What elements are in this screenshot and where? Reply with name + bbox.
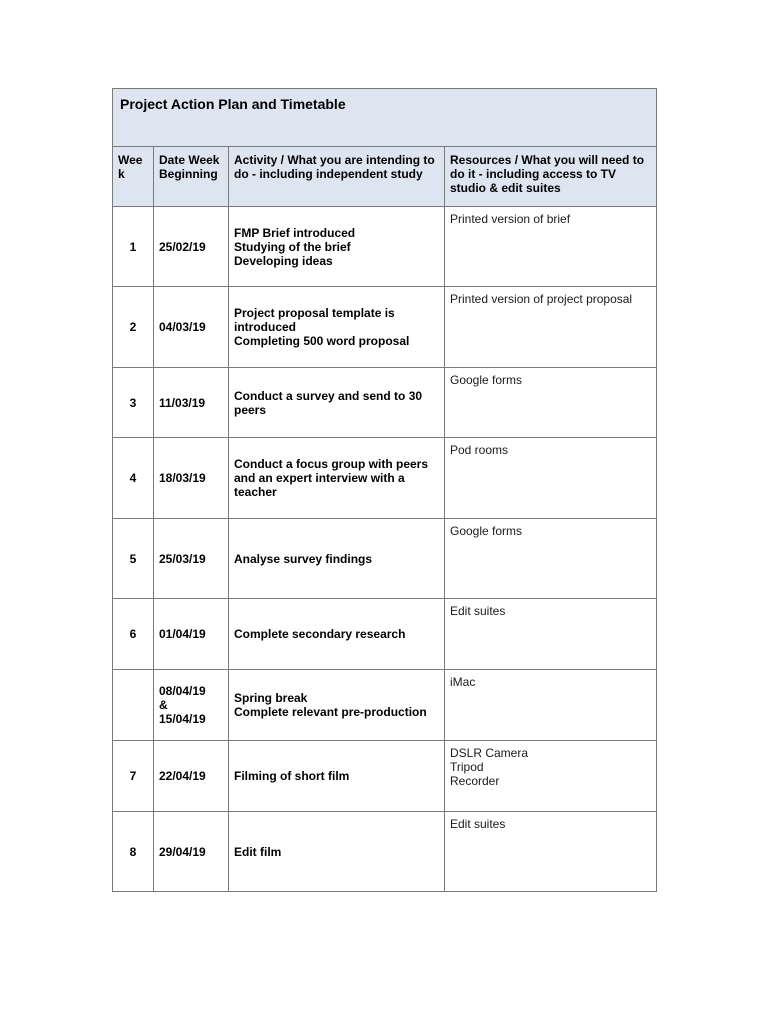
header-row: [113, 147, 657, 207]
date-cell-line: 22/04/19: [159, 769, 206, 783]
date-cell-line: 04/03/19: [159, 320, 206, 334]
date-cell-line: &: [159, 698, 168, 712]
week-cell: 2: [113, 287, 154, 368]
activity-cell-line: Conduct a focus group with peers and an expert interview with a teacher: [234, 457, 432, 499]
activity-cell: [229, 812, 445, 892]
resources-cell: [445, 438, 657, 519]
resources-cell-line: Google forms: [450, 524, 523, 538]
activity-cell-line: Project proposal template is introduced: [234, 306, 399, 334]
resources-cell-line: Edit suites: [450, 604, 506, 618]
resources-cell-line: Tripod: [450, 760, 484, 774]
date-cell-line: 15/04/19: [159, 712, 206, 726]
week-cell: 5: [113, 519, 154, 599]
action-plan-table: [112, 88, 657, 892]
table-row: [113, 741, 657, 812]
activity-cell-line: Analyse survey findings: [234, 551, 373, 566]
activity-cell-line: Completing 500 word proposal: [234, 334, 410, 348]
table-row: [113, 368, 657, 438]
activity-cell-line: Complete relevant pre-production: [234, 705, 427, 719]
activity-cell-line: Developing ideas: [234, 253, 333, 268]
table-title: Project Action Plan and Timetable: [113, 89, 657, 147]
week-cell: 1: [113, 207, 154, 287]
date-cell: [154, 207, 229, 287]
date-cell: [154, 812, 229, 892]
table-row: [113, 599, 657, 670]
date-cell: [154, 670, 229, 741]
resources-cell: [445, 741, 657, 812]
date-cell-line: 01/04/19: [159, 627, 206, 641]
activity-cell: [229, 599, 445, 670]
week-cell: 3: [113, 368, 154, 438]
activity-cell-line: Studying of the brief: [234, 239, 351, 254]
resources-cell: [445, 368, 657, 438]
resources-cell-line: DSLR Camera: [450, 746, 529, 760]
resources-cell: [445, 812, 657, 892]
date-cell-line: 08/04/19: [159, 684, 206, 698]
resources-cell: [445, 599, 657, 670]
date-cell-line: 11/03/19: [159, 395, 206, 410]
activity-cell-line: Complete secondary research: [234, 627, 406, 641]
resources-cell-line: Edit suites: [450, 817, 506, 831]
week-cell: 8: [113, 812, 154, 892]
table-row: [113, 207, 657, 287]
resources-cell-line: Pod rooms: [450, 443, 509, 457]
header-date: Date Week Beginning: [154, 147, 229, 207]
week-cell: 6: [113, 599, 154, 670]
activity-cell-line: Spring break: [234, 691, 308, 705]
activity-cell: [229, 207, 445, 287]
resources-cell-line: Recorder: [450, 774, 500, 788]
table-row: [113, 519, 657, 599]
activity-cell-line: Filming of short film: [234, 769, 350, 783]
activity-cell: [229, 741, 445, 812]
header-resources: Resources / What you will need to do it - including access to TV studio & edit suites: [445, 147, 657, 207]
table-row: [113, 670, 657, 741]
resources-cell: [445, 519, 657, 599]
table-row: [113, 812, 657, 892]
table-row: [113, 438, 657, 519]
week-cell: 4: [113, 438, 154, 519]
activity-cell: [229, 670, 445, 741]
date-cell-line: 25/03/19: [159, 551, 206, 566]
date-cell-line: 29/04/19: [159, 844, 206, 859]
date-cell: [154, 519, 229, 599]
activity-cell: [229, 368, 445, 438]
activity-cell-line: Conduct a survey and send to 30 peers: [234, 388, 426, 417]
date-cell: [154, 438, 229, 519]
resources-cell: [445, 207, 657, 287]
activity-cell: [229, 519, 445, 599]
resources-cell: [445, 287, 657, 368]
header-activity: Activity / What you are intending to do - including independent study: [229, 147, 445, 207]
date-cell-line: 25/02/19: [159, 239, 206, 254]
activity-cell-line: FMP Brief introduced: [234, 225, 356, 240]
date-cell: [154, 368, 229, 438]
date-cell-line: 18/03/19: [159, 471, 206, 485]
activity-cell: [229, 438, 445, 519]
header-week: Wee k: [113, 147, 154, 207]
resources-cell-line: Google forms: [450, 373, 523, 387]
date-cell: [154, 287, 229, 368]
week-cell: [113, 670, 154, 741]
resources-cell-line: Printed version of project proposal: [450, 292, 633, 306]
activity-cell-line: Edit film: [234, 844, 282, 859]
activity-cell: [229, 287, 445, 368]
date-cell: [154, 741, 229, 812]
resources-cell: [445, 670, 657, 741]
date-cell: [154, 599, 229, 670]
resources-cell-line: iMac: [450, 675, 476, 689]
table-row: [113, 287, 657, 368]
resources-cell-line: Printed version of brief: [450, 212, 571, 226]
week-cell: 7: [113, 741, 154, 812]
